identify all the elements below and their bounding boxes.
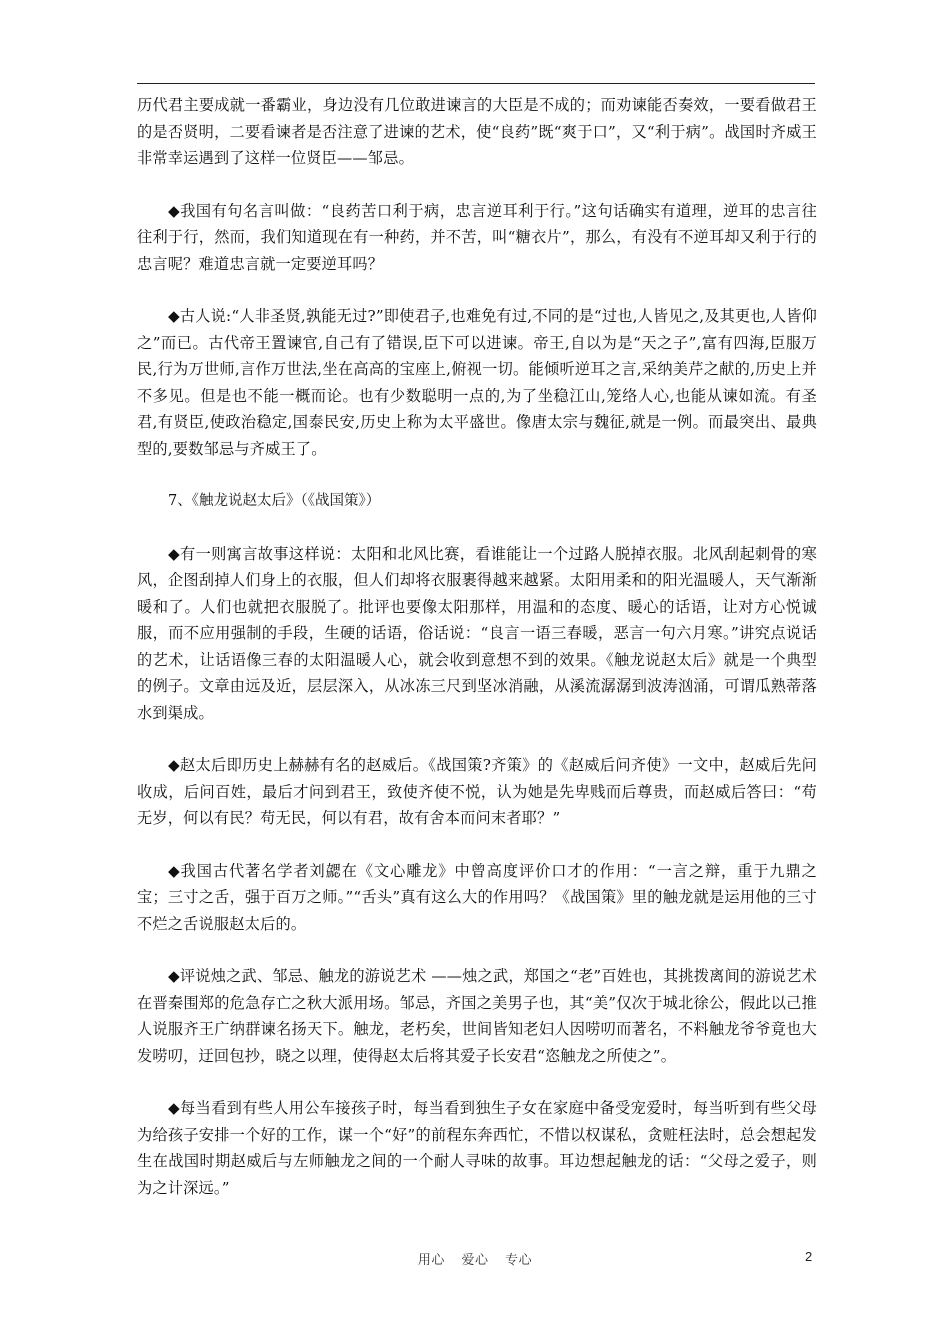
page-body [137, 92, 817, 1227]
section-heading: 7、《触龙说赵太后》（《战国策》） [168, 493, 381, 509]
paragraph: ◆有一则寓言故事这样说：太阳和北风比赛，看谁能让一个过路人脱掉衣服。北风刮起刺骨的寒风，企图刮掉人们身上的衣服，但人们却将衣服裹得越来越紧。太阳用柔和的阳光温暖人，天气渐渐暖和了。人们也就把衣服脱了。批评也要像太阳那样，用温和的态度、暖心的话语，让对方心悦诚服，而不应用强制的手段，生硬的话语，俗话说：“良言一语三春暖，恶言一句六月寒。”讲究点说话的艺术，让话语像三春的太阳温暖人心，就会收到意想不到的效果。《触龙说赵太后》就是一个典型的例子。文章由远及近，层层深入，从冰冻三尺到坚冰消融，从溪流潺潺到波涛汹涌，可谓瓜熟蒂落水到渠成。 [137, 544, 817, 722]
paragraph: ◆每当看到有些人用公车接孩子时，每当看到独生子女在家庭中备受宠爱时，每当听到有些父母为给孩子安排一个好的工作，谋一个“好”的前程东奔西忙，不惜以权谋私，贪赃枉法时，总会想起发生在战国时期赵威后与左师触龙之间的一个耐人寻味的故事。耳边想起触龙的话：“父母之爱子，则为之计深远。” [137, 1099, 817, 1197]
paragraph: ◆赵太后即历史上赫赫有名的赵威后。《战国策?齐策》的《赵威后问齐使》一文中，赵威后先问收成，后问百姓，最后才问到君王，致使齐使不悦，认为她是先卑贱而后尊贵，而赵威后答曰：“苟无岁，何以有民？苟无民，何以有君，故有舍本而问末者耶？” [137, 756, 817, 827]
paragraph: ◆评说烛之武、邹忌、触龙的游说艺术 ——烛之武，郑国之“老”百姓也，其挑拨离间的游说艺术在晋秦围郑的危急存亡之秋大派用场。邹忌，齐国之美男子也，其“美”仅次于城北徐公，假此以己推人说服齐王广纳群谏名扬天下。触龙，老朽矣，世间皆知老妇人因唠叨而著名，不料触龙爷爷竟也大发唠叨，迂回包抄，晓之以理，使得赵太后将其爱子长安君“恣触龙之所使之”。 [137, 967, 817, 1065]
header-rule [137, 83, 815, 84]
page-number: 2 [805, 1249, 813, 1264]
paragraph: ◆古人说:“人非圣贤,孰能无过?”即使君子,也难免有过,不同的是“过也,人皆见之,及其更也,人皆仰之”而已。古代帝王置谏官,自己有了错误,臣下可以进谏。帝王,自以为是“天之子”,富有四海,臣服万民,行为万世师,言作万世法,坐在高高的宝座上,俯视一切。能倾听逆耳之言,采纳美芹之献的,历史上并不多见。但是也不能一概而论。也有少数聪明一点的,为了坐稳江山,笼络人心,也能从谏如流。有圣君,有贤臣,使政治稳定,国泰民安,历史上称为太平盛世。像唐太宗与魏征,就是一例。而最突出、最典型的,要数邹忌与齐威王了。 [137, 307, 817, 458]
paragraph: ◆我国古代著名学者刘勰在《文心雕龙》中曾高度评价口才的作用：“一言之辩，重于九鼎之宝；三寸之舌，强于百万之师。”“舌头”真有这么大的作用吗？《战国策》里的触龙就是运用他的三寸不烂之舌说服赵太后的。 [137, 861, 817, 933]
footer-motto-item: 用心 [417, 1253, 445, 1268]
footer-motto-item: 专心 [505, 1253, 533, 1268]
paragraph: 历代君主要成就一番霸业，身边没有几位敢进谏言的大臣是不成的；而劝谏能否奏效，一要看做君王的是否贤明，二要看谏者是否注意了进谏的艺术，使“良药”既“爽于口”，又“利于病”。战国时齐威王非常幸运遇到了这样一位贤臣——邹忌。 [137, 96, 817, 167]
footer-motto-item: 爱心 [461, 1253, 489, 1268]
paragraph: ◆我国有句名言叫做：“良药苦口利于病，忠言逆耳利于行。”这句话确实有道理，逆耳的忠言往往利于行，然而，我们知道现在有一种药，并不苦，叫“糖衣片”，那么，有没有不逆耳却又利于行的忠言呢？难道忠言就一定要逆耳吗？ [137, 201, 817, 273]
